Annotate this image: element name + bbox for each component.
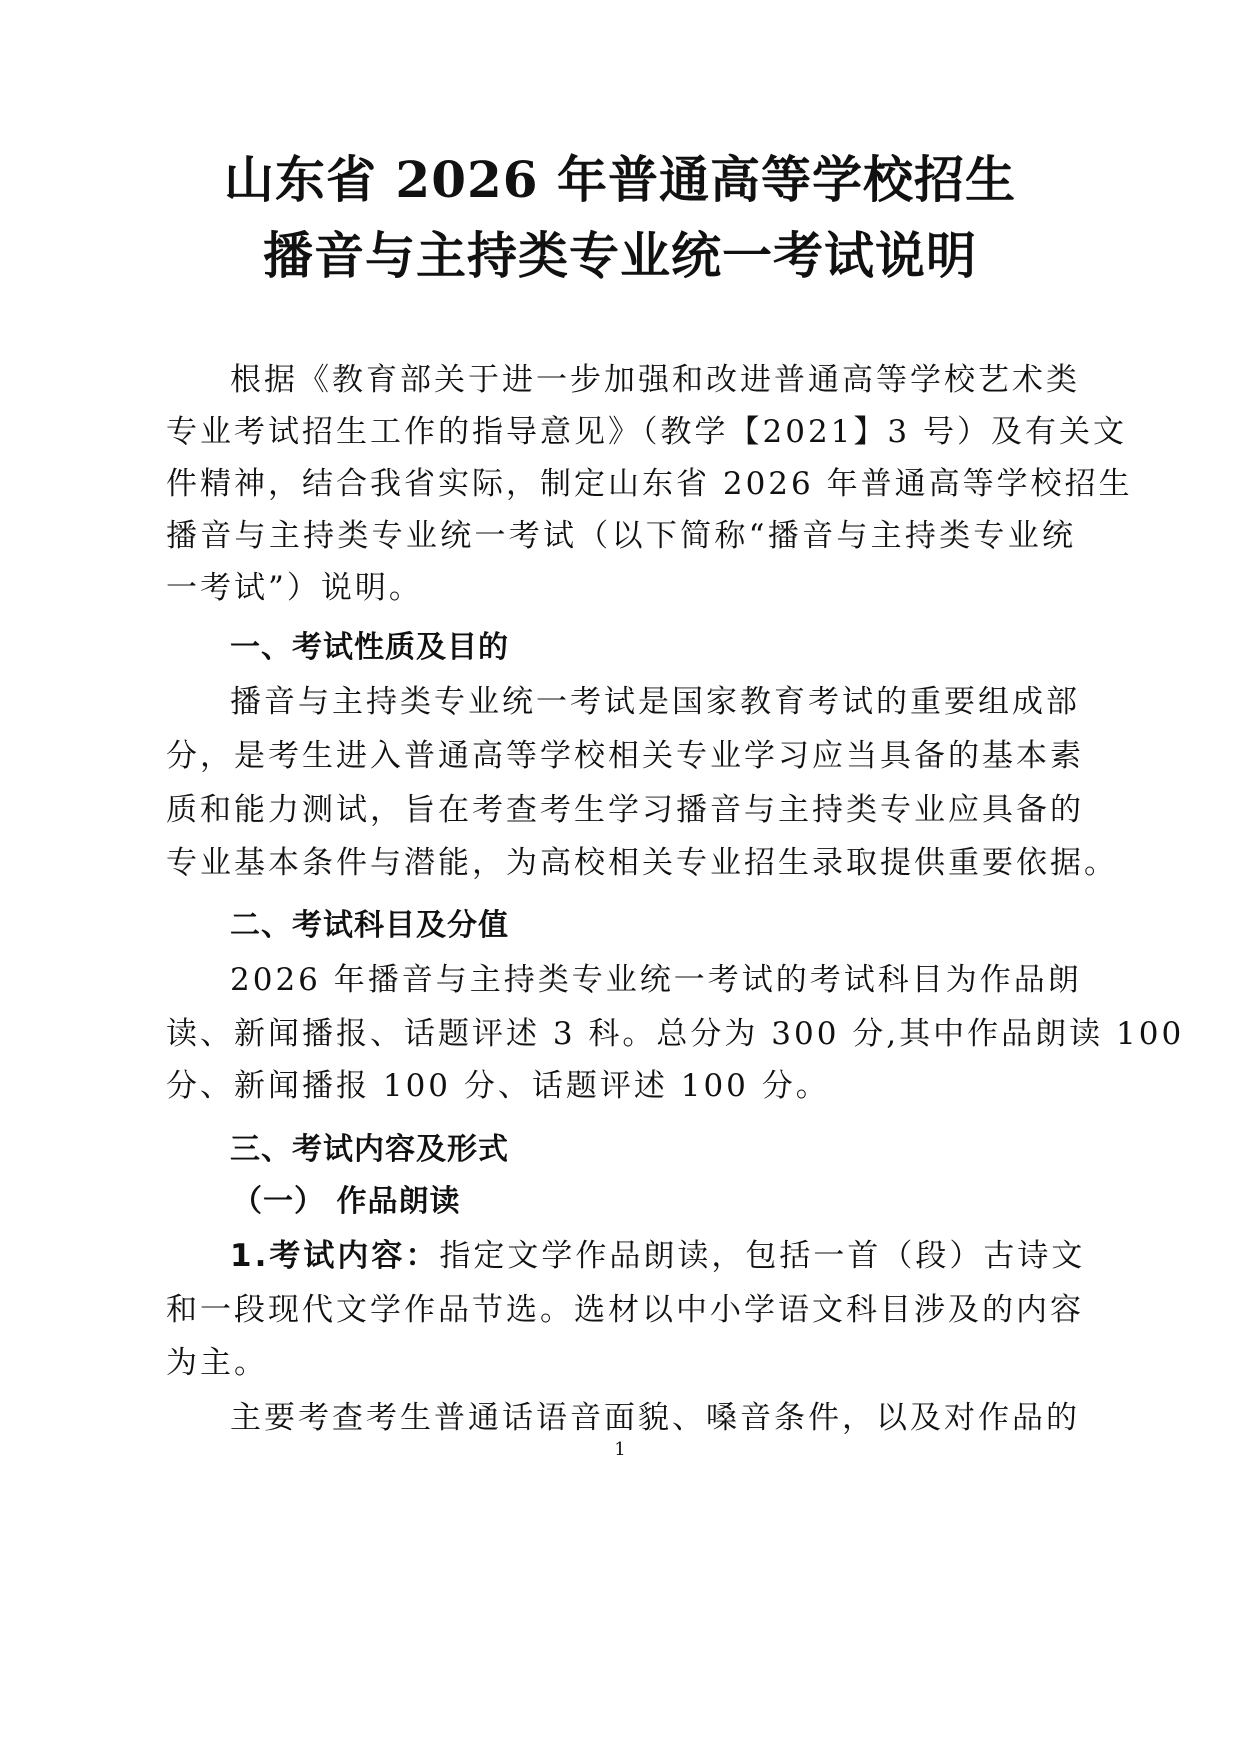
paragraph-line: 主要考查考生普通话语音面貌、嗓音条件，以及对作品的 [230, 1400, 1080, 1436]
intro-line: 一考试”）说明。 [166, 570, 423, 606]
intro-line: 播音与主持类专业统一考试（以下简称“播音与主持类专业统 [166, 518, 1076, 554]
section-line: 分、新闻播报 100 分、话题评述 100 分。 [166, 1068, 830, 1104]
section-line: 质和能力测试，旨在考查考生学习播音与主持类专业应具备的 [166, 792, 1084, 828]
item-lead: 1.考试内容： [230, 1238, 440, 1274]
intro-line: 根据《教育部关于进一步加强和改进普通高等学校艺术类 [230, 362, 1080, 398]
intro-line: 专业考试招生工作的指导意见》（教学【2021】3 号）及有关文 [166, 414, 1127, 450]
item-text: 指定文学作品朗读，包括一首（段）古诗文 [439, 1238, 1086, 1274]
item-line: 和一段现代文学作品节选。选材以中小学语文科目涉及的内容 [166, 1292, 1084, 1328]
section-line: 专业基本条件与潜能，为高校相关专业招生录取提供重要依据。 [166, 845, 1118, 881]
page-number: 1 [614, 1439, 626, 1460]
document-title-line-2: 播音与主持类专业统一考试说明 [263, 226, 977, 285]
section-line: 播音与主持类专业统一考试是国家教育考试的重要组成部 [230, 684, 1080, 720]
section-line: 读、新闻播报、话题评述 3 科。总分为 300 分,其中作品朗读 100 [166, 1016, 1185, 1052]
subsection-heading: （一） 作品朗读 [232, 1184, 461, 1219]
section-line: 2026 年播音与主持类专业统一考试的考试科目为作品朗 [230, 962, 1082, 998]
section-line: 分，是考生进入普通高等学校相关专业学习应当具备的基本素 [166, 738, 1084, 774]
document-title-line-1: 山东省 2026 年普通高等学校招生 [224, 150, 1016, 209]
section-heading: 三、考试内容及形式 [230, 1132, 509, 1167]
item-line [230, 1236, 1086, 1276]
intro-line: 件精神，结合我省实际，制定山东省 2026 年普通高等学校招生 [166, 466, 1133, 502]
item-line: 为主。 [166, 1345, 268, 1381]
section-heading: 一、考试性质及目的 [230, 630, 509, 665]
section-heading: 二、考试科目及分值 [230, 908, 509, 943]
